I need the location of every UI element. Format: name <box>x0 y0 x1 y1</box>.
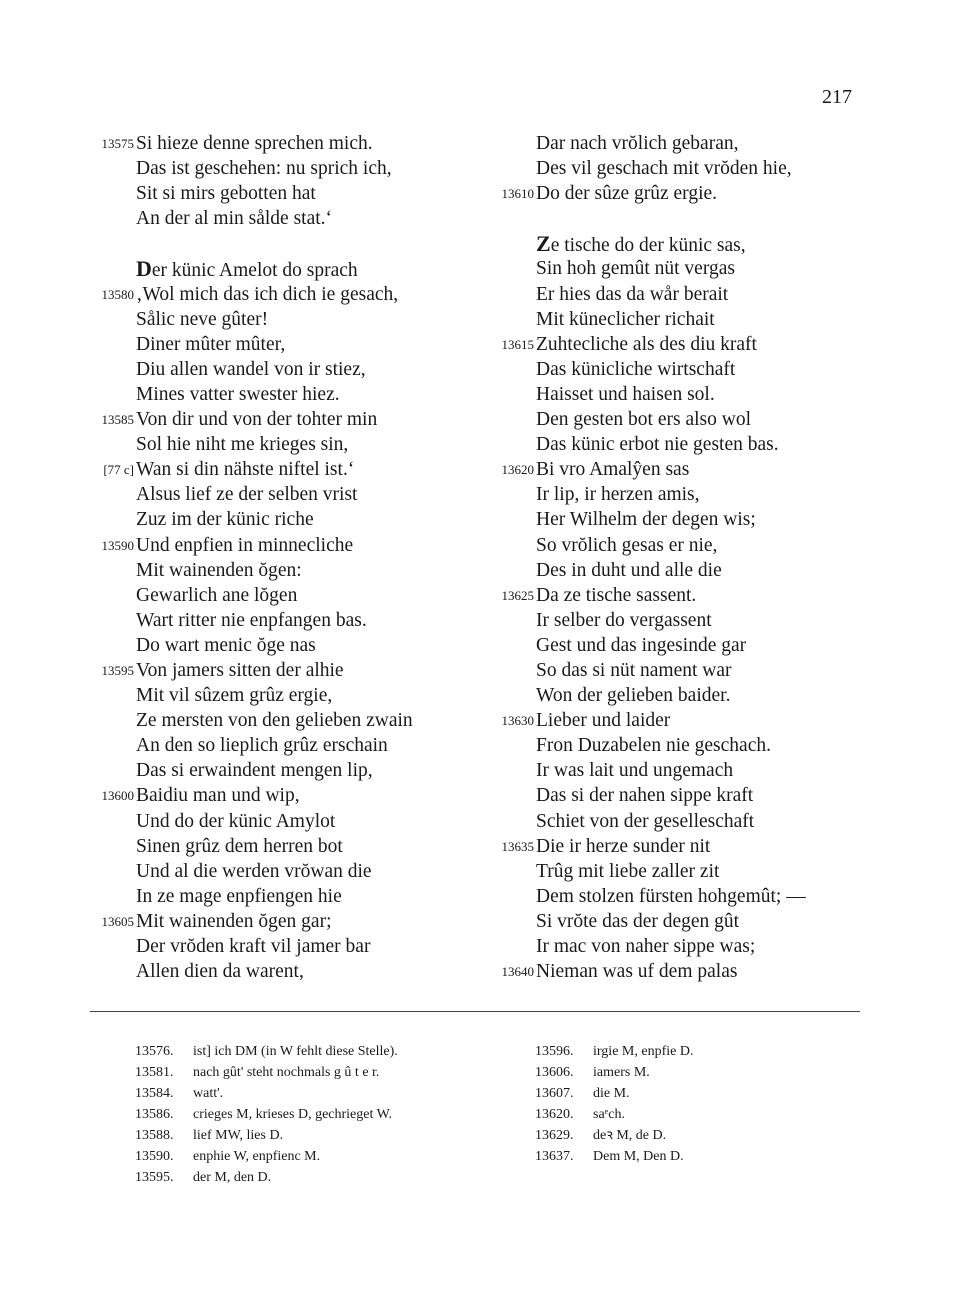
verse-line <box>470 256 890 281</box>
verse-line <box>470 909 890 934</box>
verse-text: Ir lip, ir herzen amis, <box>536 484 700 506</box>
line-number: 13590 <box>101 537 134 553</box>
line-number: 13575 <box>101 136 134 151</box>
line-number: [77 c] <box>103 462 134 478</box>
verse-text: Die ir herze sunder nit <box>536 835 711 857</box>
verse-line <box>470 382 890 407</box>
verse-text: Mit vil sûzem grûz ergie, <box>136 685 333 707</box>
verse-line <box>470 683 890 708</box>
footnote <box>535 1041 693 1062</box>
verse-line <box>470 558 890 583</box>
verse-line <box>470 809 890 834</box>
verse-text: So das si nüt nament war <box>536 659 732 681</box>
line-number: 13640 <box>501 964 534 980</box>
verse-text: Wan si din nähste niftel ist.‘ <box>136 459 355 481</box>
verse-line <box>70 282 480 307</box>
verse-text: Si vrŏte das der degen gût <box>536 910 740 932</box>
verse-text: Alsus lief ze der selben vrist <box>136 484 358 506</box>
verse-text: Sinen grûz dem herren bot <box>136 835 343 857</box>
footnote-text: die M. <box>593 1086 630 1101</box>
verse-text: Das ist geschehen: nu sprich ich, <box>136 158 392 180</box>
verse-line <box>70 708 480 733</box>
verse-line <box>470 507 890 532</box>
verse-text: Mit küneclicher richait <box>536 308 715 330</box>
verse-line <box>70 156 480 181</box>
footnote-line-ref: 13606. <box>535 1065 574 1080</box>
footnote-line-ref: 13581. <box>135 1065 174 1080</box>
footnote-text: lief MW, lies D. <box>193 1128 284 1143</box>
verse-text: Baidiu man und wip, <box>136 785 300 807</box>
footnote-divider <box>90 1011 860 1012</box>
line-number: 13635 <box>501 838 534 854</box>
footnote-text: Dem M, Den D. <box>593 1149 684 1164</box>
footnote-text: enphie W, enpfienc M. <box>193 1149 321 1164</box>
verse-line <box>70 332 480 357</box>
verse-text: Trûg mit liebe zaller zit <box>536 860 720 882</box>
verse-line <box>70 683 480 708</box>
footnote <box>535 1083 693 1104</box>
verse-line <box>70 231 480 256</box>
line-number: 13585 <box>101 412 134 428</box>
footnote-line-ref: 13576. <box>135 1044 174 1059</box>
right-verse-column <box>470 131 890 984</box>
verse-text: Mit wainenden ŏgen: <box>136 559 302 581</box>
footnote <box>535 1146 693 1167</box>
line-number: 13610 <box>501 186 534 202</box>
verse-text: Do der sûze grûz ergie. <box>536 183 718 205</box>
footnote-line-ref: 13590. <box>135 1149 174 1164</box>
verse-text: Ze tische do der künic sas, <box>536 231 746 257</box>
verse-line <box>470 959 890 984</box>
line-number: 13620 <box>501 462 534 478</box>
footnote-text: nach gût' steht nochmals g û t e r. <box>193 1065 380 1080</box>
verse-line <box>70 181 480 206</box>
verse-text: Allen dien da warent, <box>136 961 304 983</box>
footnote <box>535 1062 693 1083</box>
footnote-text: der M, den D. <box>193 1170 272 1185</box>
footnote <box>135 1083 398 1104</box>
verse-line <box>70 482 480 507</box>
verse-text: Si hieze denne sprechen mich. <box>136 133 373 154</box>
verse-line <box>470 357 890 382</box>
verse-text: So vrŏlich gesas er nie, <box>536 534 718 556</box>
verse-line <box>470 307 890 332</box>
verse-text: Das si erwaindent mengen lip, <box>136 760 373 782</box>
verse-line <box>70 256 480 281</box>
verse-line <box>70 633 480 658</box>
footnote <box>135 1062 398 1083</box>
verse-text: Da ze tische sassent. <box>536 584 697 606</box>
footnote <box>135 1125 398 1146</box>
verse-line <box>470 432 890 457</box>
footnote-line-ref: 13620. <box>535 1107 574 1122</box>
verse-line <box>70 909 480 934</box>
verse-text: Won der gelieben baider. <box>536 685 731 707</box>
verse-text: Lieber und laider <box>536 710 671 732</box>
verse-line <box>70 758 480 783</box>
verse-line <box>470 834 890 859</box>
footnote-line-ref: 13588. <box>135 1128 174 1143</box>
verse-text: Her Wilhelm der degen wis; <box>536 509 756 531</box>
footnotes-left <box>135 1041 398 1188</box>
verse-line <box>70 658 480 683</box>
left-verse-column <box>70 131 480 984</box>
verse-text: Ir selber do vergassent <box>536 609 712 631</box>
verse-line <box>70 608 480 633</box>
verse-text: Diu allen wandel von ir stiez, <box>136 358 366 380</box>
verse-text: Nieman was uf dem palas <box>536 961 738 983</box>
verse-line <box>470 733 890 758</box>
footnote-line-ref: 13584. <box>135 1086 174 1101</box>
footnote-line-ref: 13596. <box>535 1044 574 1059</box>
verse-text: Von jamers sitten der alhie <box>136 659 344 681</box>
verse-text: ‚Wol mich das ich dich ie gesach, <box>136 283 399 305</box>
line-number: 13630 <box>501 713 534 729</box>
verse-text: Do wart menic ŏge nas <box>136 634 316 656</box>
verse-text: Sin hoh gemût nüt vergas <box>536 258 735 280</box>
verse-line <box>470 608 890 633</box>
verse-line <box>470 156 890 181</box>
verse-line <box>470 407 890 432</box>
verse-line <box>470 332 890 357</box>
verse-line <box>70 131 480 156</box>
verse-line <box>470 206 890 231</box>
line-number: 13615 <box>501 336 534 352</box>
footnote-text: deꝛ M, de D. <box>593 1128 667 1143</box>
verse-text: Haisset und haisen sol. <box>536 383 715 405</box>
verse-text: In ze mage enpfiengen hie <box>136 885 342 907</box>
verse-text: Dar nach vrŏlich gebaran, <box>536 133 739 154</box>
verse-text: Sålic neve gûter! <box>136 308 269 330</box>
footnote-text: iamers M. <box>593 1065 650 1080</box>
verse-text: Dem stolzen fürsten hohgemût; — <box>536 885 806 907</box>
verse-line <box>470 231 890 256</box>
verse-text: Und enpfien in minnecliche <box>136 534 354 556</box>
verse-text: Der künic Amelot do sprach <box>136 256 358 282</box>
footnote-line-ref: 13586. <box>135 1107 174 1122</box>
footnote <box>135 1146 398 1167</box>
verse-text: Sol hie niht me krieges sin, <box>136 434 349 456</box>
verse-line <box>470 633 890 658</box>
line-number: 13595 <box>101 662 134 678</box>
line-number: 13600 <box>101 788 134 804</box>
verse-text: Bi vro Amalŷen sas <box>536 459 690 481</box>
verse-line <box>70 859 480 884</box>
footnote-text: irgie M, enpfie D. <box>593 1044 694 1059</box>
verse-text: Schiet von der geselleschaft <box>536 810 755 832</box>
footnote-line-ref: 13607. <box>535 1086 574 1101</box>
verse-line <box>70 357 480 382</box>
footnote <box>535 1125 693 1146</box>
verse-text: Ir was lait und ungemach <box>536 760 734 782</box>
verse-line <box>70 432 480 457</box>
verse-text: An der al min sålde stat.‘ <box>136 208 333 230</box>
verse-text: Wart ritter nie enpfangen bas. <box>136 609 367 631</box>
verse-line <box>470 583 890 608</box>
verse-text: Mines vatter swester hiez. <box>136 383 340 405</box>
footnote-text: watt'. <box>193 1086 224 1101</box>
footnote-line-ref: 13595. <box>135 1170 174 1185</box>
verse-line <box>70 307 480 332</box>
verse-text: Zuz im der künic riche <box>136 509 314 531</box>
verse-text: Des in duht und alle die <box>536 559 722 581</box>
footnote-text: crieges M, krieses D, gechrieget W. <box>193 1107 393 1122</box>
footnote-line-ref: 13637. <box>535 1149 574 1164</box>
verse-text: Das künicliche wirtschaft <box>536 358 736 380</box>
verse-line <box>470 282 890 307</box>
footnote-line-ref: 13629. <box>535 1128 574 1143</box>
footnote-text: ist] ich DM (in W fehlt diese Stelle). <box>193 1044 398 1059</box>
verse-line <box>470 783 890 808</box>
verse-text: Ir mac von naher sippe was; <box>536 936 756 957</box>
verse-line <box>70 783 480 808</box>
footnote <box>135 1041 398 1062</box>
verse-text: Das künic erbot nie gesten bas. <box>536 434 779 456</box>
verse-line <box>470 708 890 733</box>
verse-text: Zuhtecliche als des diu kraft <box>536 333 757 355</box>
verse-line <box>70 959 480 984</box>
verse-line <box>470 658 890 683</box>
verse-text: Sit si mirs gebotten hat <box>136 183 316 205</box>
page-number: 217 <box>822 86 852 108</box>
verse-line <box>70 206 480 231</box>
verse-text: Mit wainenden ŏgen gar; <box>136 910 332 932</box>
verse-line <box>470 131 890 156</box>
verse-text: Er hies das da wår berait <box>536 283 729 305</box>
verse-line <box>470 934 890 959</box>
verse-line <box>470 533 890 558</box>
verse-text: An den so lieplich grûz erschain <box>136 735 388 757</box>
verse-line <box>70 407 480 432</box>
verse-line <box>70 934 480 959</box>
verse-text: Das si der nahen sippe kraft <box>536 785 754 807</box>
verse-line <box>70 583 480 608</box>
footnote <box>135 1104 398 1125</box>
verse-text: Gest und das ingesinde gar <box>536 634 747 656</box>
verse-line <box>470 859 890 884</box>
verse-line <box>470 457 890 482</box>
verse-line <box>70 558 480 583</box>
verse-line <box>470 884 890 909</box>
footnote <box>535 1104 693 1125</box>
verse-line <box>70 457 480 482</box>
verse-line <box>70 834 480 859</box>
footnotes-right <box>535 1041 693 1167</box>
verse-text: Diner mûter mûter, <box>136 333 286 355</box>
verse-text: Fron Duzabelen nie geschach. <box>536 735 771 757</box>
verse-line <box>70 733 480 758</box>
footnote <box>135 1167 398 1188</box>
verse-text: Gewarlich ane lŏgen <box>136 584 298 606</box>
verse-line <box>470 482 890 507</box>
line-number: 13580 <box>101 286 134 302</box>
verse-text: Und al die werden vrŏwan die <box>136 860 372 882</box>
verse-line <box>70 507 480 532</box>
verse-text: Der vrŏden kraft vil jamer bar <box>136 936 371 957</box>
verse-text: Ze mersten von den gelieben zwain <box>136 710 413 732</box>
verse-line <box>70 884 480 909</box>
verse-text: Und do der künic Amylot <box>136 810 336 832</box>
verse-line <box>470 758 890 783</box>
verse-line <box>70 382 480 407</box>
verse-text: Des vil geschach mit vrŏden hie, <box>536 158 792 180</box>
verse-line <box>70 533 480 558</box>
verse-text: Von dir und von der tohter min <box>136 409 378 431</box>
line-number: 13625 <box>501 587 534 603</box>
verse-line <box>470 181 890 206</box>
footnote-text: saᵉch. <box>593 1107 625 1122</box>
verse-line <box>70 809 480 834</box>
verse-text: Den gesten bot ers also wol <box>536 409 751 431</box>
line-number: 13605 <box>101 913 134 929</box>
